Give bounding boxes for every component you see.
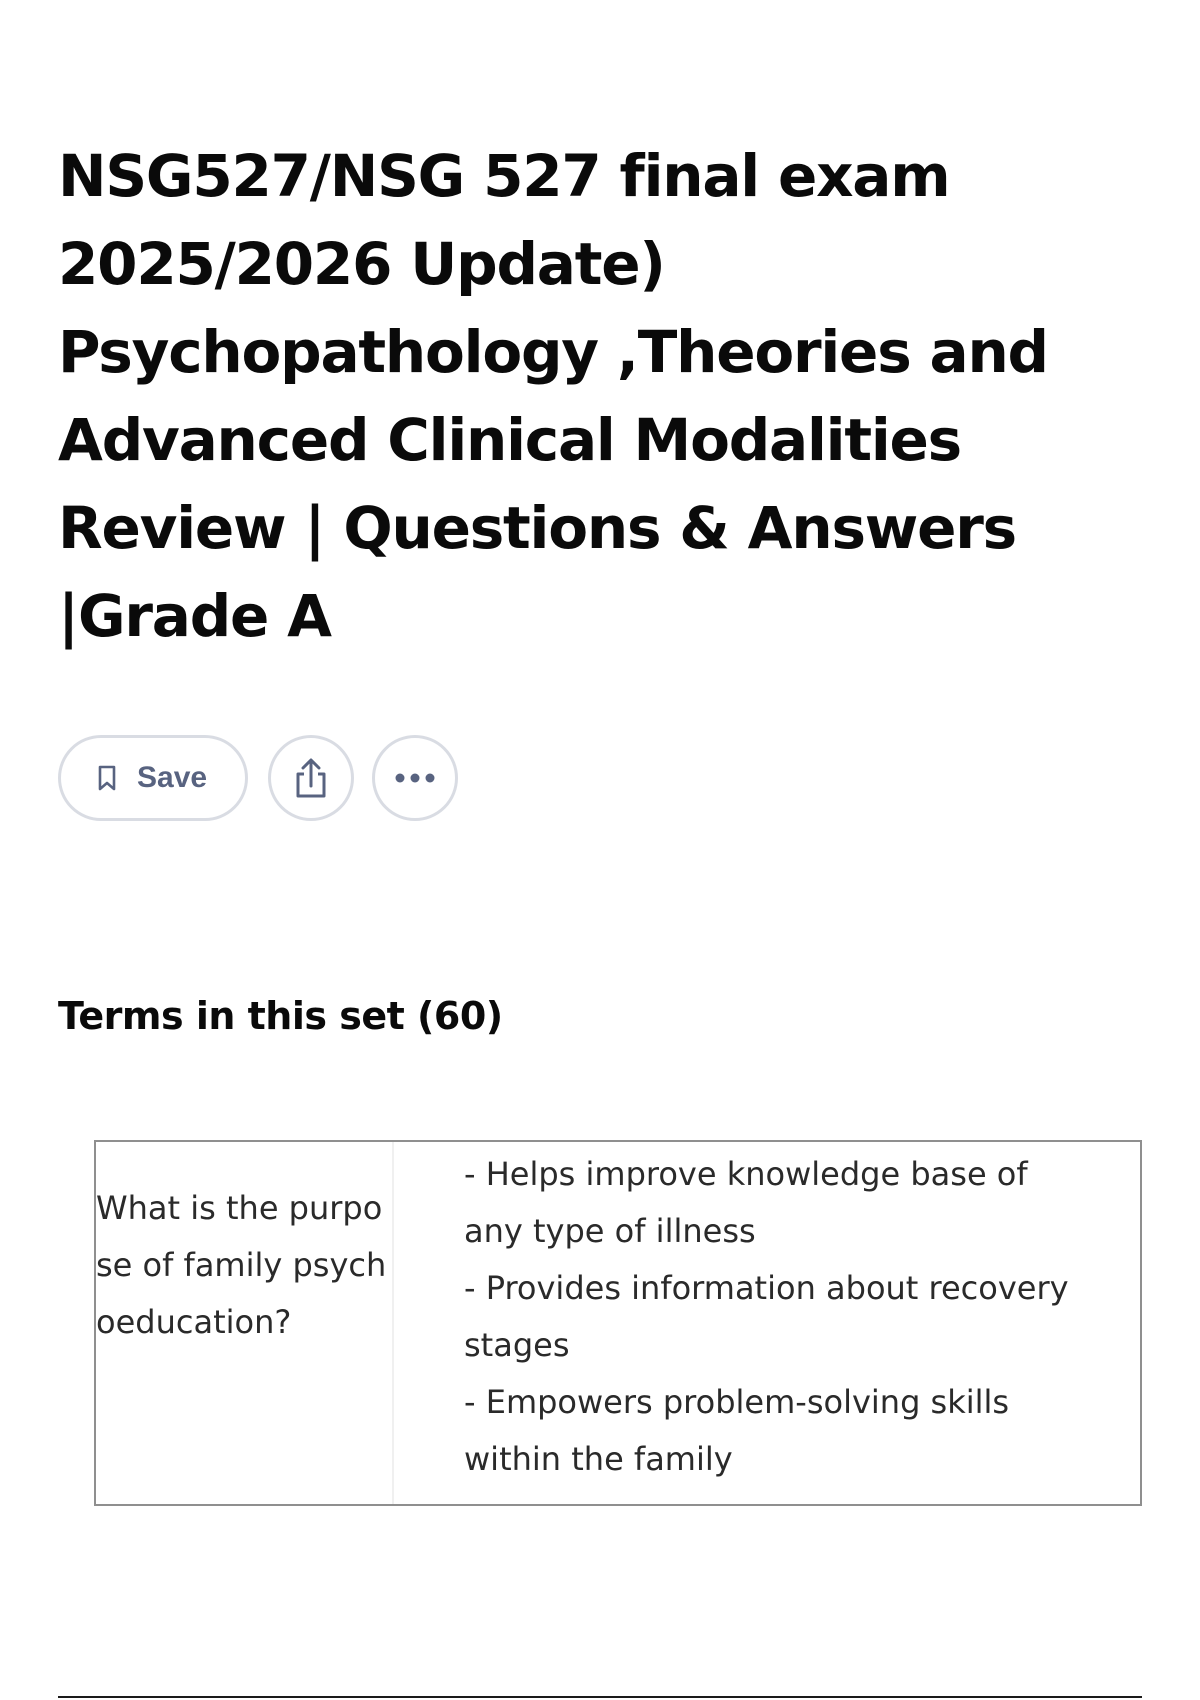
page-title: NSG527/NSG 527 final exam 2025/2026 Update) Psychopathology ,Theories and Advanced Clinical Modalities Review | Questions & Answers |Grade A	[58, 142, 1048, 650]
definition-line: - Provides information about recovery stages	[464, 1269, 1069, 1364]
action-bar	[58, 735, 458, 821]
divider	[58, 1696, 1142, 1698]
more-options-button[interactable]	[372, 735, 458, 821]
terms-heading: Terms in this set (60)	[58, 994, 503, 1038]
share-button[interactable]	[268, 735, 354, 821]
definition-line: - Helps improve knowledge base of any type of illness	[464, 1155, 1028, 1250]
save-label: Save	[137, 761, 208, 794]
definition-line: - Empowers problem-solving skills within the family	[464, 1383, 1010, 1478]
save-button[interactable]	[58, 735, 248, 821]
term-divider	[392, 1142, 394, 1504]
bookmark-icon	[97, 764, 117, 792]
share-icon	[292, 756, 330, 800]
term-card	[94, 1140, 1142, 1506]
term-text: What is the purpose of family psychoeducation?	[96, 1189, 387, 1341]
term-definition	[464, 1146, 1084, 1488]
more-horizontal-icon	[393, 772, 437, 784]
